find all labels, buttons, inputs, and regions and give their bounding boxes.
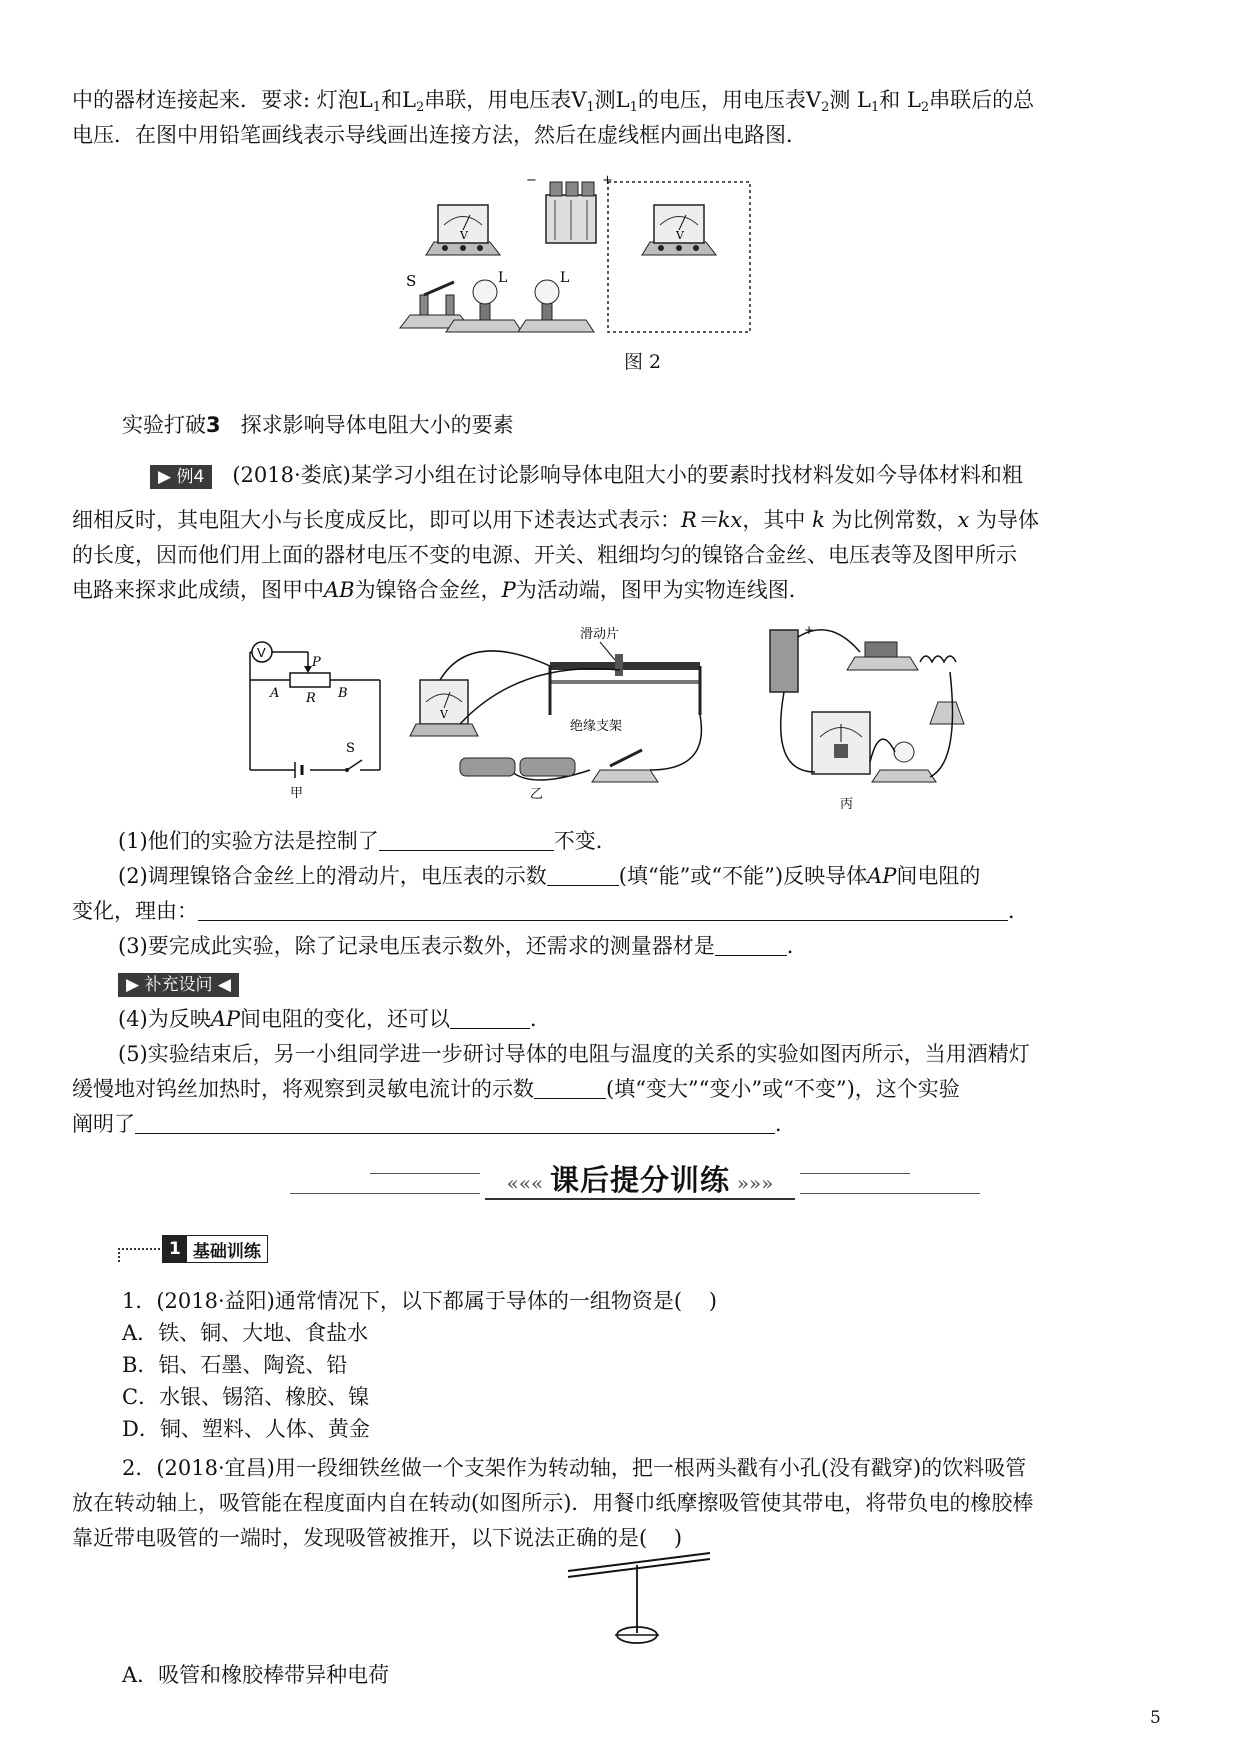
battery-icon: [770, 630, 798, 692]
figure-jia-circuit: [240, 640, 390, 800]
question-2-line-1: (2)调理镍铬合金丝上的滑动片，电压表的示数 (填“能”或“不能”)反映导体AP间电阻的: [118, 864, 981, 888]
svg-text:P: P: [312, 655, 321, 670]
banner-rule-right-top: [800, 1173, 910, 1174]
svg-text:B: B: [338, 686, 348, 701]
intro-line-2: 电压．在图中用铅笔画线表示导线画出连接方法，然后在虚线框内画出电路图．: [72, 123, 807, 147]
example-4-line-4: 电路来探求此成绩，图甲中AB为镍铬合金丝，P为活动端，图甲为实物连线图．: [72, 578, 810, 602]
straw-pivot-figure: [560, 1545, 720, 1655]
svg-text:甲: 甲: [290, 786, 304, 801]
answer-blank-3[interactable]: [715, 935, 787, 956]
section-3-title: 实验打破3 探求影响导体电阻大小的要素: [122, 413, 514, 437]
switch-icon: [847, 642, 918, 670]
banner-rule-left-top: [370, 1173, 480, 1174]
question-3: (3)要完成此实验，除了记录电压表示数外，还需求的测量器材是 ．: [118, 934, 808, 958]
example-4-line-3: 的长度，因而他们用上面的器材电压不变的电源、开关、粗细均匀的镍铬合金丝、电压表等及图甲所示: [72, 543, 1017, 567]
example-4-line-2: 细相反时，其电阻大小与长度成反比，即可以用下述表达式表示：R＝kx，其中 k 为比例常数，x 为导体: [72, 508, 1040, 532]
banner-right-deco: »»»: [736, 1171, 774, 1195]
svg-text:+: +: [804, 623, 815, 637]
figure-2-caption: 图 2: [624, 351, 662, 373]
supplement-tag: ▶ 补充设问 ◀: [118, 973, 239, 997]
problem-1-option-c[interactable]: C．水银、锡箔、橡胶、镍: [122, 1385, 370, 1409]
question-5-line-3: 阐明了 ．: [72, 1112, 796, 1136]
svg-text:S: S: [406, 272, 417, 290]
bulb-l1-icon: [446, 280, 522, 332]
problem-2-option-a[interactable]: A．吸管和橡胶棒带异种电荷: [122, 1663, 390, 1687]
answer-blank-2[interactable]: [547, 865, 619, 886]
problem-2-line-1: 2．(2018·宜昌)用一段细铁丝做一个支架作为转动轴，把一根两头戳有小孔(没有戳穿)的饮料吸管: [122, 1456, 1027, 1480]
answer-blank-5-conclusion[interactable]: [135, 1113, 775, 1134]
supplement-tag-row: [118, 968, 239, 998]
page-number: 5: [1150, 1708, 1161, 1728]
svg-text:L: L: [498, 270, 508, 286]
svg-text:V: V: [257, 645, 266, 660]
problem-1-option-a[interactable]: A．铁、铜、大地、食盐水: [122, 1321, 369, 1345]
svg-text:V: V: [440, 708, 448, 721]
intro-line-1: 中的器材连接起来．要求: 灯泡$L_1$和$L_2$串联，用电压表$V_1$测$L_1$的电压，用电压表$V_2$测 $L_1$和 $L_2$串联后的总: [72, 88, 1035, 115]
problem-1-stem: 1．(2018·益阳)通常情况下，以下都属于导体的一组物资是( ): [122, 1289, 717, 1313]
svg-text:S: S: [346, 741, 355, 756]
question-5-line-2: 缓慢地对钨丝加热时，将观察到灵敏电流计的示数 (填“变大”“变小”或“不变”)，这个实验: [72, 1077, 960, 1101]
example-4-tag: ▶ 例4: [150, 465, 212, 489]
answer-blank-2-reason[interactable]: [198, 900, 1008, 921]
question-5-line-1: (5)实验结束后，另一小组同学进一步研讨导体的电阻与温度的关系的实验如图丙所示，当用酒精灯: [118, 1042, 1030, 1066]
figure-bing-apparatus: [760, 612, 970, 812]
tungsten-coil-icon: [920, 656, 956, 662]
battery-icon: [460, 758, 515, 776]
figure-2-apparatus: [406, 170, 850, 345]
problem-1-option-b[interactable]: B．铝、石墨、陶瓷、铅: [122, 1353, 348, 1377]
banner-rule-right-bottom: [800, 1193, 980, 1194]
question-1: (1)他们的实验方法是控制了 不变．: [118, 829, 617, 853]
svg-text:A: A: [270, 686, 280, 701]
problem-2-line-2: 放在转动轴上，吸管能在程度面内自在转动(如图所示)．用餐巾纸摩擦吸管使其带电，将带负电的橡胶棒: [72, 1491, 1034, 1515]
switch-icon: [592, 750, 658, 782]
resistor-r-icon: [290, 673, 330, 687]
battery-icon: [546, 182, 596, 243]
example-4-line-1: ▶ 例4 (2018·娄底)某学习小组在讨论影响导体电阻大小的要素时找材料发如今导体材料和粗: [150, 460, 1023, 490]
svg-text:绝缘支架: 绝缘支架: [570, 719, 623, 734]
question-4: (4)为反映AP间电阻的变化，还可以 ．: [118, 1007, 552, 1031]
svg-text:−: −: [526, 173, 537, 188]
svg-text:+: +: [602, 173, 613, 188]
svg-text:L: L: [560, 270, 570, 286]
answer-blank-5[interactable]: [534, 1078, 606, 1099]
svg-text:丙: 丙: [840, 797, 854, 812]
bulb-icon: [872, 742, 936, 782]
svg-text:乙: 乙: [530, 787, 544, 802]
straw-icon: [568, 1553, 710, 1577]
alcohol-lamp-icon: [930, 702, 964, 724]
galvanometer-icon: [812, 712, 870, 774]
banner-title: 课后提分训练: [549, 1163, 730, 1197]
basic-training-dots-vertical: [118, 1248, 120, 1262]
svg-text:V: V: [460, 229, 468, 242]
svg-text:R: R: [306, 691, 316, 706]
problem-1-option-d[interactable]: D．铜、塑料、人体、黄金: [122, 1417, 370, 1441]
svg-text:V: V: [676, 229, 684, 242]
figure-yi-apparatus: [410, 620, 720, 800]
problem-2-line-3: 靠近带电吸管的一端时，发现吸管被推开，以下说法正确的是( ): [72, 1526, 683, 1550]
svg-text:滑动片: 滑动片: [580, 627, 620, 642]
basic-training-header: 1 基础训练: [162, 1235, 268, 1263]
banner-left-deco: «««: [506, 1171, 544, 1195]
question-2-line-2: 变化，理由： ．: [72, 899, 1029, 923]
answer-blank-1[interactable]: [379, 830, 554, 851]
slider-icon: [615, 654, 623, 676]
basic-training-dots: [118, 1248, 160, 1250]
bulb-l2-icon: [518, 280, 594, 332]
banner-rule-left-bottom: [290, 1193, 480, 1194]
banner-title-box: [485, 1158, 795, 1200]
battery-icon: [520, 758, 575, 776]
answer-blank-4[interactable]: [450, 1008, 530, 1029]
